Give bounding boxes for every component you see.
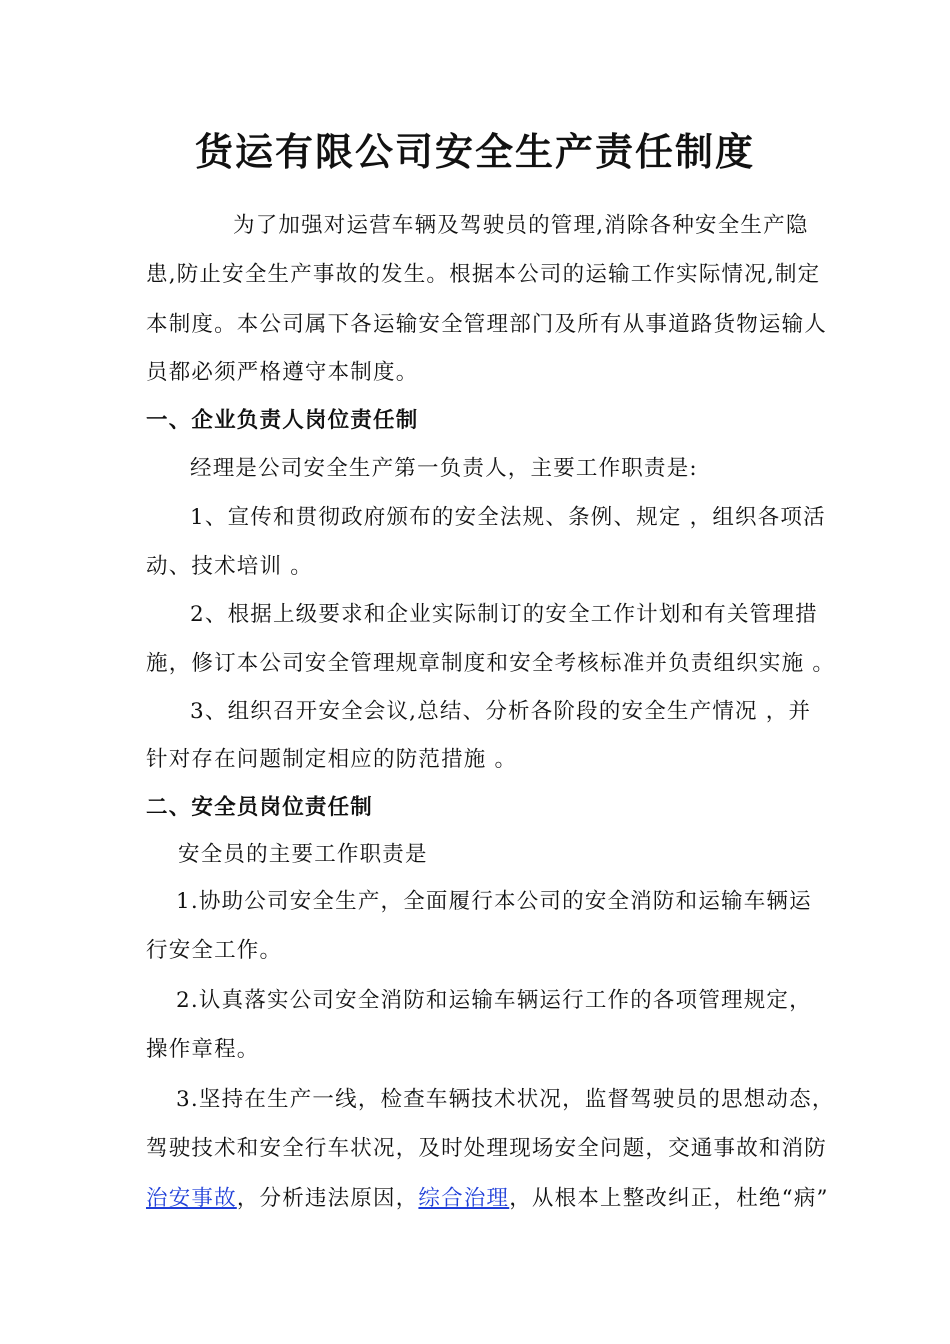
- section2-item3-line1: 3.坚持在生产一线，检查车辆技术状况，监督驾驶员的思想动态，: [176, 1087, 835, 1112]
- section2-item2-line2: 操作章程。: [146, 1037, 260, 1062]
- section2-item1-line2: 行安全工作。: [146, 938, 283, 963]
- section2-item3-line3-middle: ，分析违法原因，: [236, 1186, 419, 1211]
- section2-item3-line2: 驾驶技术和安全行车状况，及时处理现场安全问题，交通事故和消防: [146, 1136, 828, 1161]
- section2-item1-line1: 1.协助公司安全生产，全面履行本公司的安全消防和运输车辆运: [176, 889, 812, 914]
- section2-item3-line3-end: ，从根本上整改纠正，杜绝“病”: [509, 1186, 829, 1211]
- section1-item3-line1: 3、组织召开安全会议,总结、分析各阶段的安全生产情况 ，并: [190, 699, 812, 724]
- intro-line-1: 为了加强对运营车辆及驾驶员的管理,消除各种安全生产隐: [233, 213, 809, 238]
- link-public-security-accident[interactable]: 治安事故: [146, 1186, 237, 1211]
- section2-item2-line1: 2.认真落实公司安全消防和运输车辆运行工作的各项管理规定，: [176, 988, 812, 1013]
- link-comprehensive-governance[interactable]: 综合治理: [418, 1186, 510, 1211]
- document-title: 货运有限公司安全生产责任制度: [194, 129, 755, 174]
- intro-line-3: 本制度。本公司属下各运输安全管理部门及所有从事道路货物运输人: [146, 312, 828, 337]
- section2-lead: 安全员的主要工作职责是: [178, 842, 428, 867]
- section1-item1-line2: 动、技术培训 。: [146, 554, 313, 579]
- intro-line-2: 患,防止安全生产事故的发生。根据本公司的运输工作实际情况,制定: [146, 262, 821, 287]
- section1-item3-line2: 针对存在问题制定相应的防范措施 。: [146, 747, 518, 772]
- section1-lead: 经理是公司安全生产第一负责人，主要工作职责是:: [190, 456, 698, 481]
- intro-line-4: 员都必须严格遵守本制度。: [146, 360, 419, 385]
- section2-item3-line3: [146, 1184, 829, 1214]
- section1-item2-line2: 施，修订本公司安全管理规章制度和安全考核标准并负责组织实施 。: [146, 651, 836, 676]
- section1-item2-line1: 2、根据上级要求和企业实际制订的安全工作计划和有关管理措: [190, 602, 818, 627]
- section-heading-1: 一、企业负责人岗位责任制: [146, 408, 419, 433]
- section-heading-2: 二、安全员岗位责任制: [146, 795, 374, 820]
- section1-item1-line1: 1、宣传和贯彻政府颁布的安全法规、条例、规定 ，组织各项活: [190, 505, 826, 530]
